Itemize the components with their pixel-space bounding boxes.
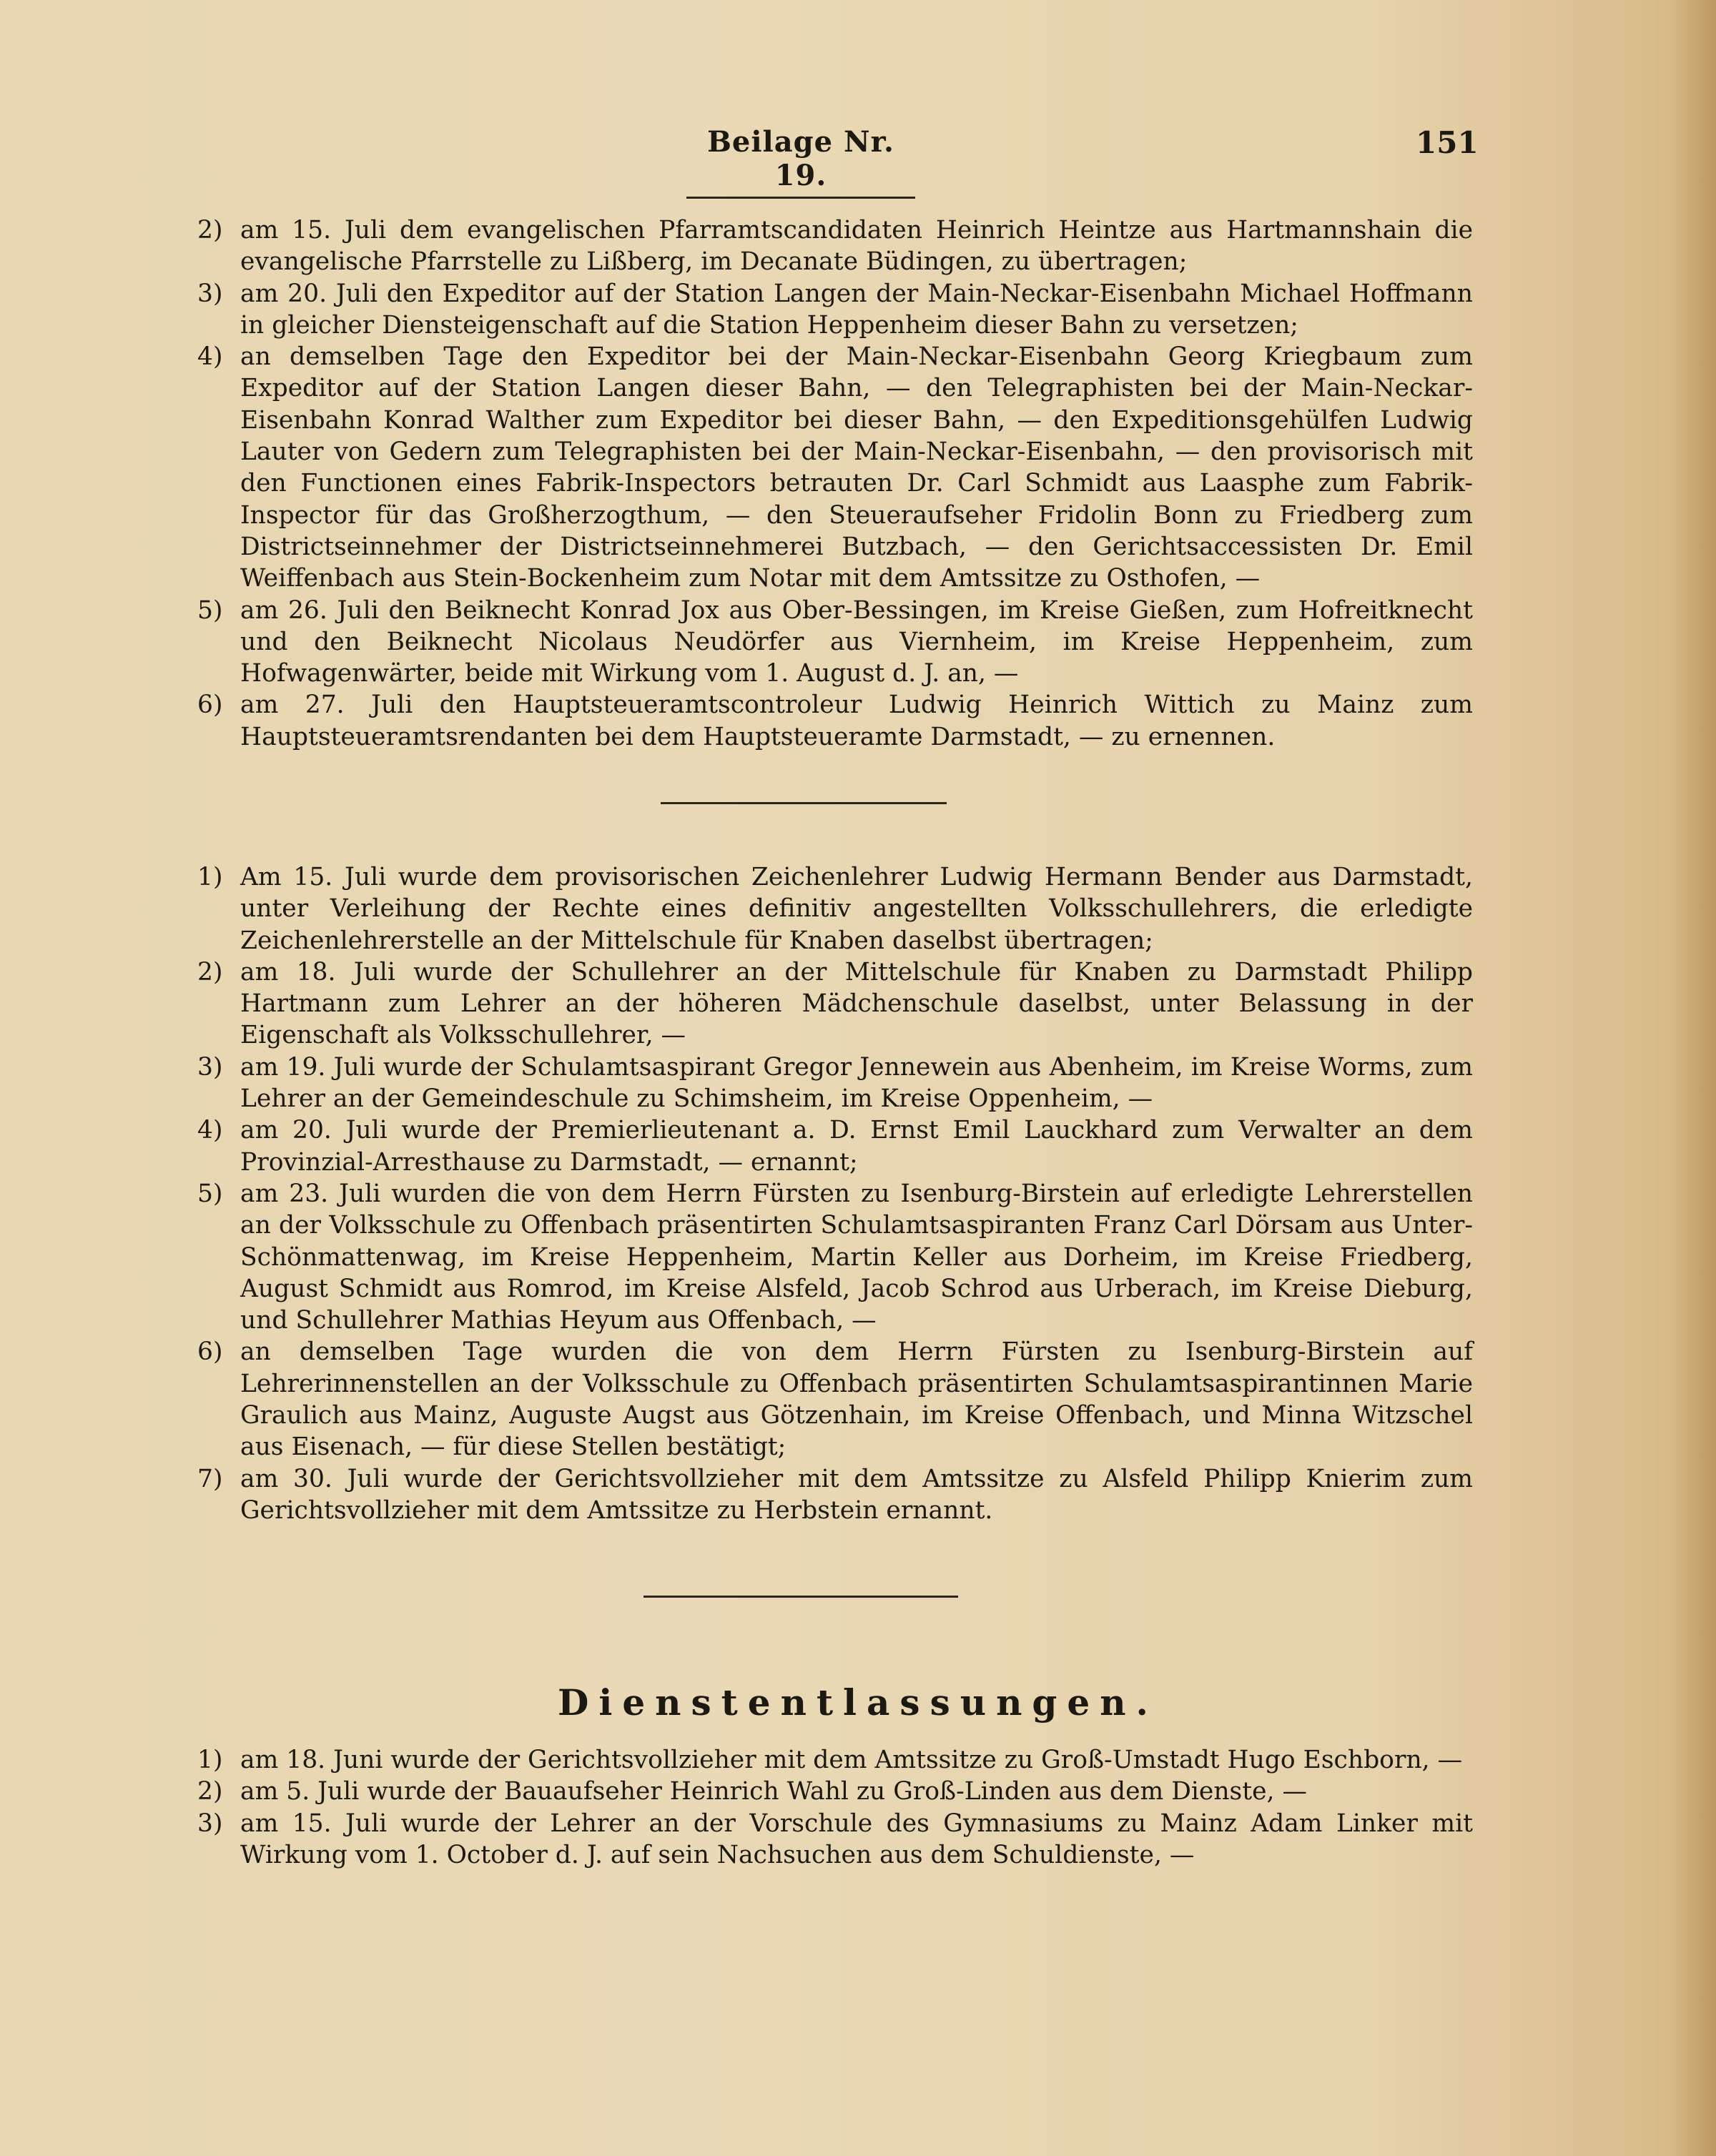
item-number: 1) — [197, 863, 223, 891]
item-number: 4) — [197, 342, 223, 372]
item-text: an demselben Tage den Expeditor bei der Main-Neckar-Eisenbahn Georg Kriegbaum zum Expeditor auf der Station Langen dieser Bahn, — den Telegraphisten bei der Main-Neckar-Eisenbahn Konrad Walther zum Expeditor bei dieser Bahn, — den Expeditionsgehülfen Ludwig Lauter von Gedern zum Telegraphisten bei der Main-Neckar-Eisenbahn, — den provisorisch mit den Functionen eines Fabrik-Inspectors betrauten Dr. Carl Schmidt aus Laasphe zum Fabrik-Inspector für das Großherzogthum, — den Steueraufseher Fridolin Bonn zu Friedberg zum Districtseinnehmer der Districtseinnehmerei Butzbach, — den Gerichtsaccessisten Dr. Emil Weiffenbach aus Stein-Bockenheim zum Notar mit dem Amtssitze zu Osthofen, — — [240, 342, 1473, 593]
list-item — [197, 1114, 1473, 1178]
list-item — [197, 1744, 1473, 1776]
item-number: 5) — [197, 595, 223, 625]
item-number: 3) — [197, 1809, 223, 1838]
header-title: Beilage Nr. 19. — [686, 125, 915, 199]
item-number: 2) — [197, 1777, 223, 1806]
list-item — [197, 1463, 1473, 1527]
list-item — [197, 861, 1473, 956]
item-text: am 20. Juli den Expeditor auf der Station Langen der Main-Neckar-Eisenbahn Michael Hoffmann in gleicher Diensteigenschaft auf die Station Heppenheim dieser Bahn zu versetzen; — [240, 279, 1473, 340]
list-item — [197, 1178, 1473, 1336]
item-text: am 20. Juli wurde der Premierlieutenant a. D. Ernst Emil Lauckhard zum Verwalter an dem Provinzial-Arresthause zu Darmstadt, — ernannt; — [240, 1116, 1473, 1177]
item-text: am 5. Juli wurde der Bauaufseher Heinrich Wahl zu Groß-Linden aus dem Dienste, — — [240, 1777, 1307, 1806]
item-text: am 30. Juli wurde der Gerichtsvollzieher mit dem Amtssitze zu Alsfeld Philipp Knierim zum Gerichtsvollzieher mit dem Amtssitze zu Herbstein ernannt. — [240, 1464, 1473, 1525]
item-number: 2) — [197, 957, 223, 986]
item-number: 6) — [197, 691, 223, 720]
page-header — [0, 125, 1716, 192]
page-edge-shadow — [1673, 0, 1716, 2156]
item-number: 1) — [197, 1746, 223, 1774]
list-item — [197, 956, 1473, 1052]
item-number: 7) — [197, 1464, 223, 1493]
section-heading: Dienstentlassungen. — [558, 1681, 1158, 1724]
item-text: Am 15. Juli wurde dem provisorischen Zeichenlehrer Ludwig Hermann Bender aus Darmstadt, unter Verleihung der Rechte eines definitiv angestellten Volksschullehrers, die erledigte Zeichenlehrerstelle an der Mittelschule für Knaben daselbst übertragen; — [240, 863, 1473, 955]
item-text: am 18. Juni wurde der Gerichtsvollzieher mit dem Amtssitze zu Groß-Umstadt Hugo Eschborn, — — [240, 1746, 1463, 1774]
list-item — [197, 689, 1473, 753]
item-text: an demselben Tage wurden die von dem Herrn Fürsten zu Isenburg-Birstein auf Lehrerinnenstellen an der Volksschule zu Offenbach präsentirten Schulamtsaspirantinnen Marie Graulich aus Mainz, Auguste Augst aus Götzenhain, im Kreise Offenbach, und Minna Witzschel aus Eisenach, — für diese Stellen bestätigt; — [240, 1337, 1473, 1462]
item-text: am 15. Juli wurde der Lehrer an der Vorschule des Gymnasiums zu Mainz Adam Linker mit Wirkung vom 1. October d. J. auf sein Nachsuchen aus dem Schuldienste, — — [240, 1809, 1473, 1869]
list-item — [197, 341, 1473, 594]
school-appointments-list — [197, 861, 1473, 1526]
item-number: 5) — [197, 1179, 223, 1208]
item-text: am 15. Juli dem evangelischen Pfarramtscandidaten Heinrich Heintze aus Hartmannshain die evangelische Pfarrstelle zu Lißberg, im Decanate Büdingen, zu übertragen; — [240, 216, 1473, 277]
list-item — [197, 1052, 1473, 1115]
item-text: am 19. Juli wurde der Schulamtsaspirant Gregor Jennewein aus Abenheim, im Kreise Worms, zum Lehrer an der Gemeindeschule zu Schimsheim, im Kreise Oppenheim, — — [240, 1052, 1473, 1114]
list-item — [197, 214, 1473, 278]
page-number: 151 — [1416, 125, 1479, 160]
section-divider — [661, 802, 947, 804]
section-divider — [644, 1596, 958, 1598]
appointments-list — [197, 214, 1473, 753]
item-text: am 18. Juli wurde der Schullehrer an der Mittelschule für Knaben zu Darmstadt Philipp Hartmann zum Lehrer an der höheren Mädchenschule daselbst, unter Belassung in der Eigenschaft als Volksschullehrer, — — [240, 957, 1473, 1050]
item-text: am 23. Juli wurden die von dem Herrn Fürsten zu Isenburg-Birstein auf erledigte Lehrerstellen an der Volksschule zu Offenbach präsentirten Schulamtsaspiranten Franz Carl Dörsam aus Unter-Schönmattenwag, im Kreise Heppenheim, Martin Keller aus Dorheim, im Kreise Friedberg, August Schmidt aus Romrod, im Kreise Alsfeld, Jacob Schrod aus Urberach, im Kreise Dieburg, und Schullehrer Mathias Heyum aus Offenbach, — — [240, 1179, 1473, 1335]
item-text: am 27. Juli den Hauptsteueramtscontroleur Ludwig Heinrich Wittich zu Mainz zum Hauptsteueramtsrendanten bei dem Hauptsteueramte Darmstadt, — zu ernennen. — [240, 691, 1473, 751]
item-number: 3) — [197, 1052, 223, 1082]
item-number: 3) — [197, 279, 223, 308]
item-number: 2) — [197, 216, 223, 244]
item-number: 6) — [197, 1337, 223, 1367]
list-item — [197, 1776, 1473, 1807]
list-item — [197, 1336, 1473, 1463]
list-item — [197, 1808, 1473, 1871]
list-item — [197, 595, 1473, 690]
item-number: 4) — [197, 1116, 223, 1145]
dismissals-list — [197, 1744, 1473, 1871]
list-item — [197, 278, 1473, 342]
item-text: am 26. Juli den Beiknecht Konrad Jox aus Ober-Bessingen, im Kreise Gießen, zum Hofreitknecht und den Beiknecht Nicolaus Neudörfer aus Viernheim, im Kreise Heppenheim, zum Hofwagenwärter, beide mit Wirkung vom 1. August d. J. an, — — [240, 595, 1473, 688]
